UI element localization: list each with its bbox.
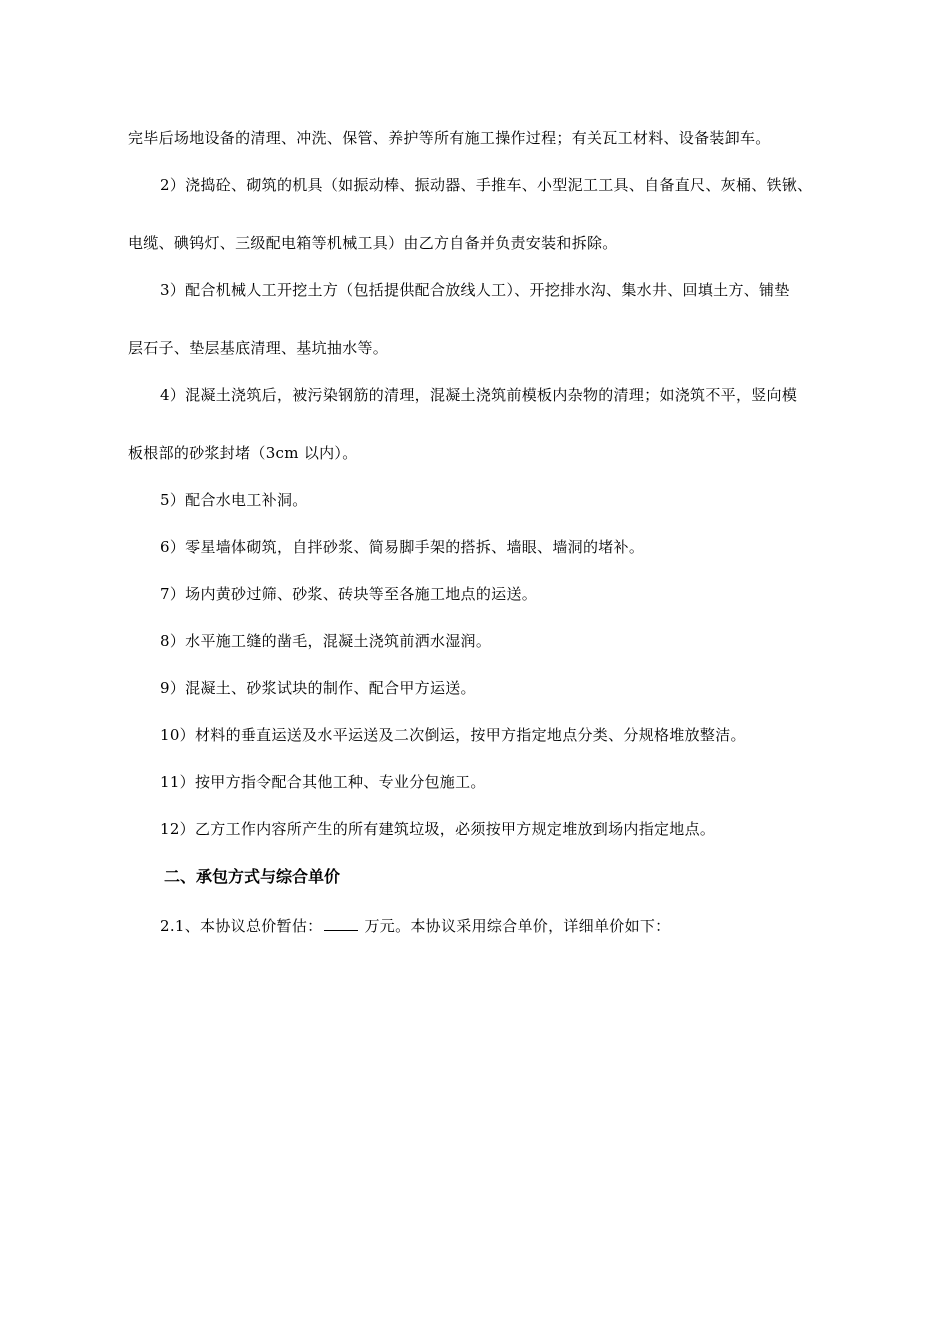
list-item-3: 3）配合机械人工开挖土方（包括提供配合放线人工）、开挖排水沟、集水井、回填土方、铺垫 [160, 281, 790, 299]
paragraph-line: 层石子、垫层基底清理、基坑抽水等。 [128, 339, 389, 357]
paragraph-line: 电缆、碘钨灯、三级配电箱等机械工具）由乙方自备并负责安装和拆除。 [128, 234, 618, 252]
section-heading: 二、承包方式与综合单价 [164, 867, 341, 886]
list-item-8: 8）水平施工缝的凿毛，混凝土浇筑前洒水湿润。 [160, 632, 492, 650]
list-item-9: 9）混凝土、砂浆试块的制作、配合甲方运送。 [160, 679, 476, 697]
list-item-4: 4）混凝土浇筑后，被污染钢筋的清理，混凝土浇筑前模板内杂物的清理；如浇筑不平，竖向模 [160, 386, 798, 404]
list-item-10: 10）材料的垂直运送及水平运送及二次倒运，按甲方指定地点分类、分规格堆放整洁。 [160, 726, 746, 744]
clause-2-1 [160, 916, 910, 936]
paragraph-line: 板根部的砂浆封堵（3cm 以内）。 [128, 444, 358, 462]
list-item-6: 6）零星墙体砌筑，自拌砂浆、简易脚手架的搭拆、墙眼、墙洞的堵补。 [160, 538, 645, 556]
list-item-5: 5）配合水电工补洞。 [160, 491, 308, 509]
list-item-12: 12）乙方工作内容所产生的所有建筑垃圾，必须按甲方规定堆放到场内指定地点。 [160, 820, 716, 838]
clause-suffix: 万元。本协议采用综合单价，详细单价如下： [364, 917, 671, 935]
clause-prefix: 2.1、本协议总价暂估： [160, 917, 323, 935]
paragraph-line: 完毕后场地设备的清理、冲洗、保管、养护等所有施工操作过程；有关瓦工材料、设备装卸车。 [128, 129, 771, 147]
amount-blank [324, 916, 358, 931]
list-item-7: 7）场内黄砂过筛、砂浆、砖块等至各施工地点的运送。 [160, 585, 538, 603]
list-item-11: 11）按甲方指令配合其他工种、专业分包施工。 [160, 773, 486, 791]
list-item-2: 2）浇捣砼、砌筑的机具（如振动棒、振动器、手推车、小型泥工工具、自备直尺、灰桶、铁锹、 [160, 176, 813, 194]
